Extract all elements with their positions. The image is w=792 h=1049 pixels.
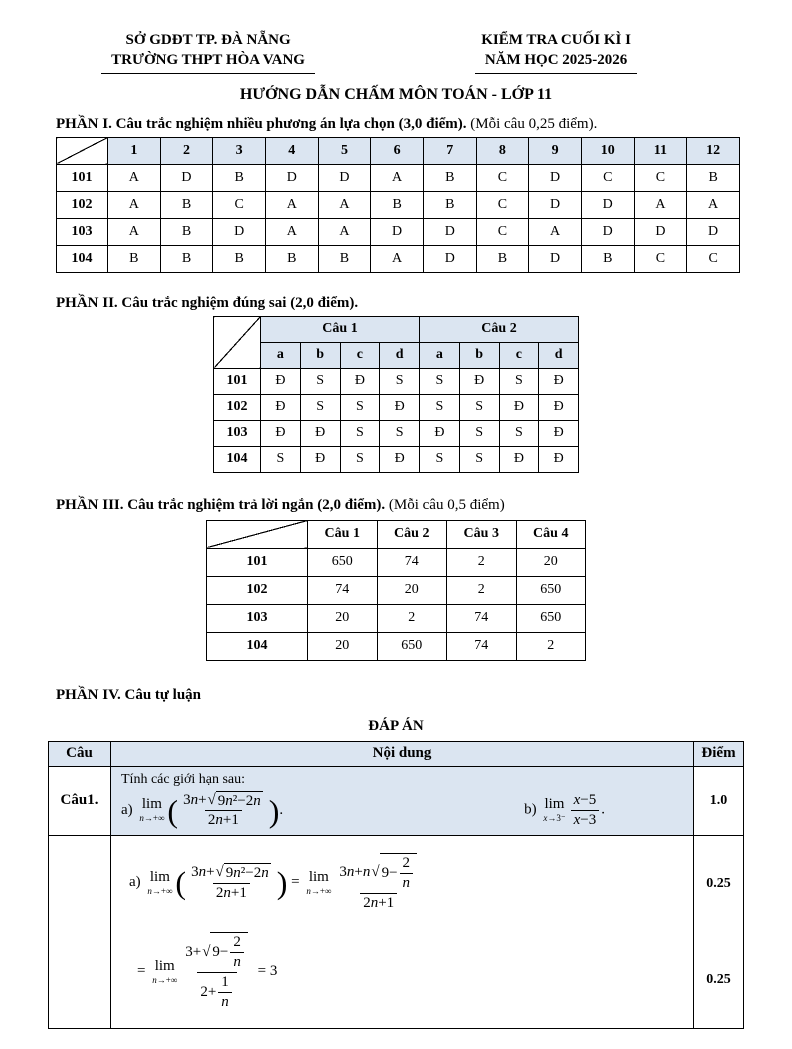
answer-cell: 650	[308, 548, 378, 576]
sub-header: b	[459, 342, 499, 368]
part3-answer-table	[206, 520, 586, 661]
sub-header: b	[300, 342, 340, 368]
answer-cell: D	[371, 218, 424, 245]
part1-answer-table	[56, 137, 740, 273]
answer-cell: 650	[516, 604, 586, 632]
part1-heading	[56, 116, 744, 133]
answer-cell: 20	[308, 604, 378, 632]
table-row	[214, 394, 579, 420]
exam-code: 104	[207, 632, 308, 660]
answer-cell: B	[213, 164, 266, 191]
table-row	[57, 245, 740, 272]
part2-answer-table	[213, 316, 579, 473]
answer-cell: 74	[377, 548, 447, 576]
exam-code: 102	[214, 394, 261, 420]
sub-header: c	[499, 342, 539, 368]
answer-cell: C	[476, 191, 529, 218]
answer-cell: Đ	[499, 394, 539, 420]
question-group-header: Câu 2	[420, 316, 579, 342]
answer-cell: 74	[308, 576, 378, 604]
answer-cell: Đ	[499, 446, 539, 472]
question-math-row	[121, 791, 683, 831]
answer-cell: Đ	[340, 368, 380, 394]
column-header: 2	[160, 137, 213, 164]
school-name: TRƯỜNG THPT HÒA VANG	[101, 50, 315, 73]
answer-cell: B	[423, 191, 476, 218]
answer-cell: C	[634, 245, 687, 272]
answer-cell: A	[318, 218, 371, 245]
exam-code: 103	[214, 420, 261, 446]
answer-cell: D	[634, 218, 687, 245]
column-header-noidung: Nội dung	[111, 741, 694, 766]
sub-header: c	[340, 342, 380, 368]
answer-cell: B	[213, 245, 266, 272]
part1-heading-bold: PHẦN I. Câu trắc nghiệm nhiều phương án lựa chọn (3,0 điểm).	[56, 115, 467, 132]
essay-question-row	[49, 766, 744, 836]
part3-heading-bold: PHẦN III. Câu trắc nghiệm trả lời ngắn (2,0 điểm).	[56, 496, 386, 513]
answer-cell: 20	[308, 632, 378, 660]
score-cell: 1.0	[694, 766, 744, 836]
answer-cell: A	[108, 191, 161, 218]
answer-cell: B	[581, 245, 634, 272]
table-row	[214, 368, 579, 394]
column-header: Câu 1	[308, 520, 378, 548]
empty-cell	[49, 836, 111, 1029]
question-label: Câu1.	[49, 766, 111, 836]
answer-cell: S	[420, 394, 460, 420]
answer-cell: S	[261, 446, 301, 472]
question-intro: Tính các giới hạn sau:	[121, 771, 246, 787]
part1-header-row	[57, 137, 740, 164]
answer-cell: 2	[377, 604, 447, 632]
part3-header-row	[207, 520, 586, 548]
question-statement	[111, 766, 694, 836]
column-header: Câu 2	[377, 520, 447, 548]
math-expression-a: a) lim n→+∞ ( 3 n + √ 9 n ²−2 n 2 n +1 ).	[121, 792, 284, 829]
answer-cell: Đ	[380, 446, 420, 472]
column-header: 6	[371, 137, 424, 164]
exam-code: 102	[207, 576, 308, 604]
answer-cell: B	[423, 164, 476, 191]
column-header: 1	[108, 137, 161, 164]
question-group-header: Câu 1	[261, 316, 420, 342]
part2-group-row	[214, 316, 579, 342]
corner-cell	[57, 137, 108, 164]
math-expression-b: b) lim x→3⁻ x −5 x −3 .	[524, 792, 605, 828]
answer-cell: 650	[516, 576, 586, 604]
answer-cell: S	[300, 368, 340, 394]
answer-cell: Đ	[261, 420, 301, 446]
answer-cell: B	[160, 191, 213, 218]
header-right-block	[368, 30, 744, 74]
answer-cell: 2	[516, 632, 586, 660]
answer-cell: A	[265, 218, 318, 245]
part1-heading-note: (Mỗi câu 0,25 điểm).	[466, 115, 598, 132]
answer-cell: S	[459, 446, 499, 472]
table-row	[57, 164, 740, 191]
part3-heading	[56, 497, 744, 514]
exam-title: KIỂM TRA CUỐI KÌ I	[481, 32, 631, 48]
answer-cell: B	[108, 245, 161, 272]
answer-cell: Đ	[261, 368, 301, 394]
answer-cell: C	[213, 191, 266, 218]
answer-cell: S	[499, 420, 539, 446]
answer-cell: C	[687, 245, 740, 272]
document-header	[48, 30, 744, 74]
table-row	[214, 420, 579, 446]
column-header: 3	[213, 137, 266, 164]
table-row	[207, 604, 586, 632]
answer-cell: Đ	[300, 446, 340, 472]
answer-cell: A	[318, 191, 371, 218]
answer-cell: D	[160, 164, 213, 191]
table-row	[57, 218, 740, 245]
answer-cell: A	[687, 191, 740, 218]
answer-key-subtitle: ĐÁP ÁN	[368, 717, 424, 734]
answer-cell: 650	[377, 632, 447, 660]
part4-heading-bold: PHẦN IV. Câu tự luận	[56, 686, 202, 703]
answer-cell: D	[529, 191, 582, 218]
column-header: 5	[318, 137, 371, 164]
answer-cell: S	[380, 420, 420, 446]
answer-cell: D	[318, 164, 371, 191]
column-header: 4	[265, 137, 318, 164]
answer-cell: Đ	[380, 394, 420, 420]
score-cell	[694, 836, 744, 1029]
answer-cell: 2	[447, 576, 517, 604]
table-row	[207, 576, 586, 604]
answer-cell: C	[581, 164, 634, 191]
school-year: NĂM HỌC 2025-2026	[475, 50, 638, 73]
part2-sub-row	[214, 342, 579, 368]
answer-cell: B	[687, 164, 740, 191]
answer-cell: 74	[447, 632, 517, 660]
sub-header: a	[261, 342, 301, 368]
essay-solution-row	[49, 836, 744, 1029]
part4-essay-table	[48, 741, 744, 1030]
sub-header: d	[539, 342, 579, 368]
answer-cell: A	[634, 191, 687, 218]
column-header: Câu 4	[516, 520, 586, 548]
exam-code: 104	[214, 446, 261, 472]
answer-cell: Đ	[300, 420, 340, 446]
answer-cell: Đ	[539, 420, 579, 446]
answer-cell: 2	[447, 548, 517, 576]
score-step-1: 0.25	[706, 876, 731, 892]
answer-cell: Đ	[261, 394, 301, 420]
column-header: 12	[687, 137, 740, 164]
answer-cell: A	[265, 191, 318, 218]
answer-cell: S	[340, 394, 380, 420]
answer-cell: S	[420, 368, 460, 394]
score-step-2: 0.25	[706, 972, 731, 988]
answer-cell: B	[160, 245, 213, 272]
sub-header: a	[420, 342, 460, 368]
exam-code: 103	[57, 218, 108, 245]
table-row	[207, 632, 586, 660]
column-header: 11	[634, 137, 687, 164]
answer-cell: D	[529, 245, 582, 272]
answer-cell: 74	[447, 604, 517, 632]
answer-cell: D	[581, 191, 634, 218]
exam-code: 102	[57, 191, 108, 218]
column-header: Câu 3	[447, 520, 517, 548]
answer-cell: A	[108, 218, 161, 245]
answer-cell: C	[476, 164, 529, 191]
part4-heading	[56, 687, 744, 704]
exam-code: 101	[57, 164, 108, 191]
answer-cell: D	[687, 218, 740, 245]
answer-cell: A	[529, 218, 582, 245]
answer-cell: S	[499, 368, 539, 394]
column-header: 8	[476, 137, 529, 164]
score-column	[694, 836, 743, 1028]
column-header: 10	[581, 137, 634, 164]
answer-cell: S	[420, 446, 460, 472]
department-name: SỞ GDĐT TP. ĐÀ NẴNG	[125, 32, 291, 48]
answer-cell: Đ	[420, 420, 460, 446]
table-row	[214, 446, 579, 472]
exam-code: 101	[207, 548, 308, 576]
answer-cell: A	[371, 164, 424, 191]
corner-cell	[207, 520, 308, 548]
answer-cell: Đ	[539, 368, 579, 394]
answer-cell: C	[634, 164, 687, 191]
answer-cell: D	[265, 164, 318, 191]
answer-cell: S	[459, 420, 499, 446]
column-header: 9	[529, 137, 582, 164]
part2-heading-bold: PHẦN II. Câu trắc nghiệm đúng sai (2,0 điểm).	[56, 294, 359, 311]
exam-code: 101	[214, 368, 261, 394]
answer-cell: D	[213, 218, 266, 245]
solution-step-2: = lim n→+∞ 3+ √ 9− $\frac{2}{n}$ 2+ $\frac{1}{n}$ = 3	[137, 934, 278, 1010]
answer-cell: B	[476, 245, 529, 272]
answer-cell: D	[423, 245, 476, 272]
answer-cell: A	[371, 245, 424, 272]
answer-cell: D	[529, 164, 582, 191]
answer-cell: 20	[516, 548, 586, 576]
answer-cell: B	[371, 191, 424, 218]
answer-cell: B	[318, 245, 371, 272]
solution-step-1: a) lim n→+∞ ( 3 n + √ 9 n ²−2 n 2 n +1 ) = lim n→+∞ 3 n + n √ 9− $\frac{2}{n}$ 2 n +1	[129, 853, 683, 912]
answer-cell: B	[160, 218, 213, 245]
answer-cell: S	[340, 446, 380, 472]
part4-header-row	[49, 741, 744, 766]
answer-cell: 20	[377, 576, 447, 604]
part2-heading	[56, 295, 744, 312]
solution-content	[111, 836, 694, 1029]
column-header-diem: Điểm	[694, 741, 744, 766]
page-title: HƯỚNG DẪN CHẤM MÔN TOÁN - LỚP 11	[239, 85, 553, 103]
column-header-cau: Câu	[49, 741, 111, 766]
answer-cell: Đ	[539, 394, 579, 420]
answer-cell: Đ	[459, 368, 499, 394]
answer-cell: S	[459, 394, 499, 420]
answer-cell: Đ	[539, 446, 579, 472]
header-left-block	[48, 30, 368, 74]
part3-heading-note: (Mỗi câu 0,5 điểm)	[385, 496, 505, 513]
corner-cell	[214, 316, 261, 368]
answer-cell: S	[340, 420, 380, 446]
sub-header: d	[380, 342, 420, 368]
answer-cell: B	[265, 245, 318, 272]
answer-cell: D	[423, 218, 476, 245]
table-row	[57, 191, 740, 218]
table-row	[207, 548, 586, 576]
answer-cell: A	[108, 164, 161, 191]
exam-code: 104	[57, 245, 108, 272]
answer-cell: S	[380, 368, 420, 394]
answer-cell: D	[581, 218, 634, 245]
answer-cell: C	[476, 218, 529, 245]
exam-code: 103	[207, 604, 308, 632]
answer-cell: S	[300, 394, 340, 420]
column-header: 7	[423, 137, 476, 164]
